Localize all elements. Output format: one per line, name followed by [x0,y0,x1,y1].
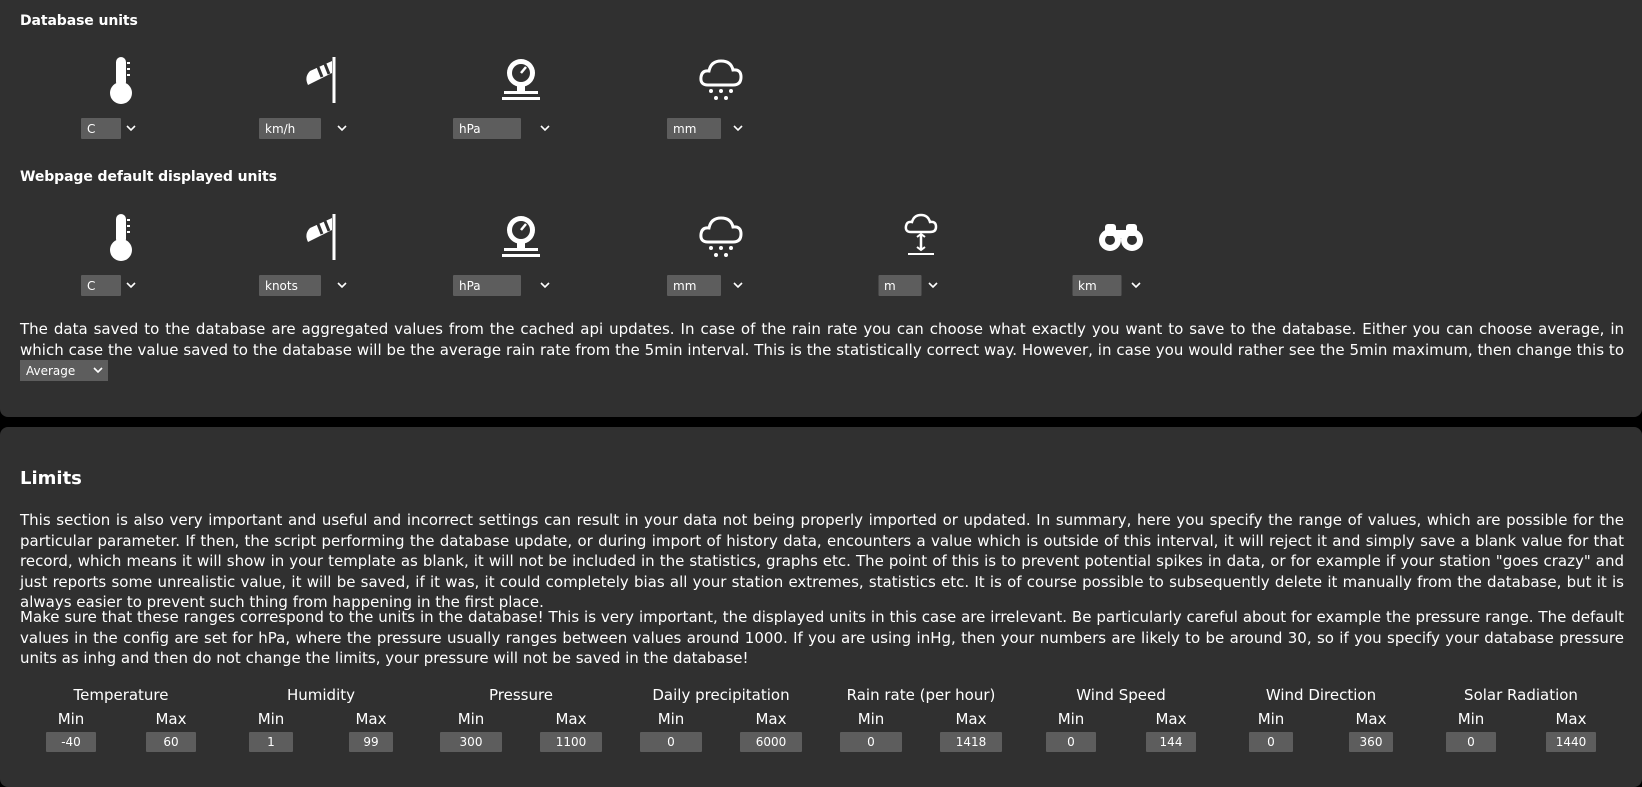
limits-paragraph-2: Make sure that these ranges correspond to the units in the database! This is very important, the displayed units in this case are irrelevant. Be particularly careful about for example the pressure range. The default values in the config are set for hPa, where the pressure usually ranges between values around 1000. If you are using inHg, then your numbers are likely to be around 30, so if you specify your database pressure units as inhg and then do not change the limits, your pressure will not be saved in the database! [20,608,1624,667]
limit-group [1026,686,1216,756]
limit-group-title: Wind Direction [1265,686,1377,704]
chevron-down-icon [126,280,136,290]
rain-cloud-icon [696,53,746,107]
limit-group-title: Pressure [488,686,554,704]
max-input[interactable] [1349,732,1393,752]
unit-rain [661,53,781,133]
min-label: Min [657,710,685,728]
rain-unit-select-wrap [694,118,748,139]
min-label: Min [57,710,85,728]
limits-paragraph-1: This section is also very important and useful and incorrect settings can result in your data not being properly imported or updated. In summary, here you specify the range of values, which are possible for the particular parameter. If then, the script performing the database update, or during import of history data, encounters a value which is outside of this interval, it will reject it and simply save a blank value for that record, which means it will show in your template as blank, it will not be included in the statistics, graphs etc. The point of this is to prevent potential spikes in data, or for example if your station "goes crazy" and just reports some unrealistic value, it will be saved, if it was, it could completely bias all your station extremes, statistics etc. It is of course possible to subsequently delete it manually from the database, but it is always easier to prevent such thing from happening in the first place. [20,511,1624,611]
chevron-down-icon [540,123,550,133]
pressure-unit-select[interactable] [453,118,521,139]
max-input[interactable] [740,732,802,752]
visibility-unit-select[interactable] [1072,275,1121,296]
limit-group [26,686,216,756]
min-label: Min [1457,710,1485,728]
max-input[interactable] [940,732,1002,752]
unit-wind [261,53,381,133]
limit-group [426,686,616,756]
rain-rate-select-wrap [20,360,108,381]
temperature-unit-select-wrap [101,118,141,139]
limit-group-title: Daily precipitation [652,686,790,704]
unit-rain [661,210,781,290]
rain-rate-description: The data saved to the database are aggregated values from the cached api updates. In case of the rain rate you can choose what exactly you want to save to the database. Either you can choose average, in which case the value saved to the database will be the average rain rate from the 5min interval. This is the statistically correct way. However, in case you would rather see the 5min maximum, then change this to [20,320,1624,359]
chevron-down-icon [337,123,347,133]
unit-pressure [461,210,581,290]
chevron-down-icon [928,280,938,290]
rain-unit-select[interactable] [667,275,721,296]
max-label: Max [155,710,187,728]
chevron-down-icon [126,123,136,133]
windsock-icon [296,210,346,264]
limit-group [826,686,1016,756]
unit-temperature [61,210,181,290]
min-input[interactable] [1046,732,1096,752]
rain-rate-select[interactable] [20,360,108,381]
wind-unit-select[interactable] [259,118,321,139]
max-input[interactable] [540,732,602,752]
max-label: Max [755,710,787,728]
wind-unit-select[interactable] [259,275,321,296]
limit-group-title: Rain rate (per hour) [846,686,996,704]
min-input[interactable] [840,732,902,752]
unit-temperature [61,53,181,133]
limits-heading: Limits [20,468,82,489]
unit-wind [261,210,381,290]
thermometer-icon [96,210,146,264]
limit-group [626,686,816,756]
min-input[interactable] [46,732,96,752]
pressure-unit-select-wrap [487,118,555,139]
limit-group-title: Solar Radiation [1464,686,1578,704]
max-label: Max [955,710,987,728]
max-input[interactable] [1146,732,1196,752]
min-label: Min [857,710,885,728]
cloudbase-icon [896,210,946,264]
chevron-down-icon [733,123,743,133]
cloudbase-unit-select-wrap [900,275,943,296]
max-input[interactable] [1546,732,1596,752]
limit-group-title: Temperature [73,686,169,704]
rain-unit-select-wrap [694,275,748,296]
unit-visibility [1061,210,1181,290]
visibility-unit-select-wrap [1097,275,1146,296]
min-label: Min [457,710,485,728]
min-label: Min [1057,710,1085,728]
wind-unit-select-wrap [290,275,352,296]
cloudbase-unit-select[interactable] [878,275,921,296]
min-label: Min [257,710,285,728]
chevron-down-icon [733,280,743,290]
max-label: Max [1555,710,1587,728]
chevron-down-icon [337,280,347,290]
limit-group-title: Humidity [286,686,355,704]
limit-group [1226,686,1416,756]
min-input[interactable] [249,732,293,752]
barometer-icon [496,210,546,264]
min-input[interactable] [440,732,502,752]
min-label: Min [1257,710,1285,728]
unit-pressure [461,53,581,133]
limit-group [226,686,416,756]
limit-group-title: Wind Speed [1076,686,1166,704]
unit-cloudbase [861,210,981,290]
max-input[interactable] [146,732,196,752]
chevron-down-icon [540,280,550,290]
limit-group [1426,686,1616,756]
rain-cloud-icon [696,210,746,264]
temperature-unit-select-wrap [101,275,141,296]
temperature-unit-select[interactable] [81,275,121,296]
binoculars-icon [1096,210,1146,264]
thermometer-icon [96,53,146,107]
pressure-unit-select[interactable] [453,275,521,296]
pressure-unit-select-wrap [487,275,555,296]
wind-unit-select-wrap [290,118,352,139]
min-input[interactable] [1249,732,1293,752]
temperature-unit-select[interactable] [81,118,121,139]
max-label: Max [1355,710,1387,728]
chevron-down-icon [1131,280,1141,290]
min-input[interactable] [640,732,702,752]
max-label: Max [555,710,587,728]
database-units-heading: Database units [20,13,138,29]
rain-unit-select[interactable] [667,118,721,139]
min-input[interactable] [1446,732,1496,752]
webpage-units-heading: Webpage default displayed units [20,169,277,185]
max-label: Max [355,710,387,728]
max-input[interactable] [349,732,393,752]
windsock-icon [296,53,346,107]
barometer-icon [496,53,546,107]
max-label: Max [1155,710,1187,728]
